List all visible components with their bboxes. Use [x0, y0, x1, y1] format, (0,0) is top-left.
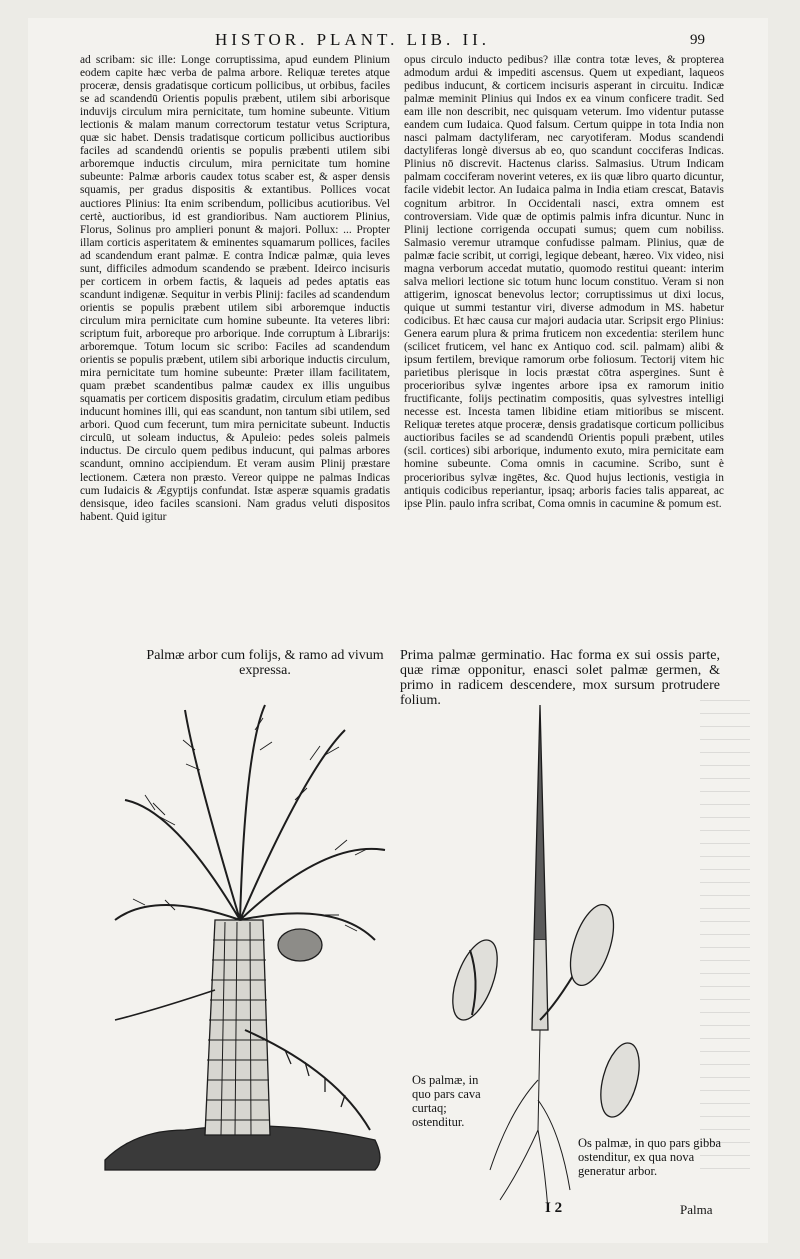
- right-text-column: [404, 54, 724, 642]
- show-through-text-shadow: [700, 700, 750, 1180]
- running-title: HISTOR. PLANT. LIB. II.: [215, 30, 491, 49]
- seed-hollow-side-label: Os palmæ, in quo pars cava curtaq; ostenditur.: [412, 1073, 481, 1129]
- page-number: 99: [690, 32, 705, 48]
- left-column-text: ad scribam: sic ille: Longe corruptissima, apud eundem Plinium eodem capite hæc verba de palma arbore. Reliquæ teretes atque proceræ, densis gradatisque corticum pollicibus, ut orbibus, faciles se ad scandendū Orientis populis præbent, utilem sibi arborisque induvijs circulum mira pernicitate, tum homine subeunte. Vitium lectionis & malam manum correctorum testatur vetus Scriptura, quæ sic habet. Densis tradatisque corticum pollicibus auctioribus faciles ad scandendū orientis se populis præbenti utilem sibi arboremque inductis circulum, mira pernicitate tum homine subeunte: Palmæ arboris caudex totus scaber est, & asper densis squamis, per gradus dispositis & extantibus. Pollices vocat auctiores Plinius: Ita enim scribendum, pollicibus acutioribus. Vel certè, auctioribus, id est grandioribus. Nam auctiorem Plinius, Florus, Solinus pro amplieri ponunt & majori. Pollux: ... Propter illam corticis asperitatem & eminentes squamarum pollices, faciles ad scandendum erant palmæ. E contra Indicæ palmæ, quia leves sunt, difficiles admodum scandendo se præbent. Ideirco incisuris per corticem in orbem factis, & laqueis ad pedes aptatis eas scandunt indigenæ. Sequitur in verbis Plinij: faciles ad scandendum orientis se populis præbent utilem sibi arboremque inductis circulum mira pernicitate cum homine subeunte. Ita veteres libri: scriptum fuit, arboreque pro arborique. Inde corruptum à Librarijs: arboremque. Totum locum sic scribo: Faciles ad scandendum orientis se populis præbent, utilem sibi arborique inductis circulum, mira pernicitate tum homine subeunte: Præter illam facilitatem, quam præbet scandentibus palmæ caudex ex illis unguibus squamatis per corticem dispositis gradatim, circulum etiam pedibus inducunt homines illi, qui eas scandunt, non tantum sibi utilem, sed arbori. Quod cum fecerunt, tum mira pernicitate subeunt. Inductis circulū, ut soleam inductus, & Apuleio: pedes soleis palmeis inductus. De circulo quem pedibus inducunt, qui palmas arbores scandunt, omnino accipiendum. Et veram ausim Plinij præstare lectionem. Cætera non præsto. Vereor quippe ne palmas Indicas cum Iudaicis & Ægyptijs confundat. Istæ asperæ squamis gradatis densisque, ideo faciles scansioni. Nam gradus veluti dispositos habent. Quid igitur: [80, 54, 390, 523]
- signature-mark: I 2: [545, 1200, 563, 1216]
- palm-tree-woodcut-illustration: [95, 690, 395, 1180]
- catchword: Palma: [680, 1202, 713, 1217]
- palm-tree-caption: Palmæ arbor cum folijs, & ramo ad vivum expressa.: [146, 648, 384, 678]
- right-column-text: opus circulo inducto pedibus? illæ contra totæ leves, & propterea admodum ardui & impediti ascensus. Quem ut expediant, laqueos pedibus inducunt, & corticem incisuris asperant in circuitu. Indicæ palmæ meminit Plinius qui Indos ex ea vinum conficere tradit. Sed eam ille non describit, nec quisquam veterum. Imo videntur putasse eandem cum Iudaica. Quod falsum. Certum quippe in tota India non nasci palmam dactyliferam, nec caryotiferam. Modus scandendi dactyliferas longè diversus ab eo, quo scandunt cocciferas Indicas. Plinius nō discrevit. Hactenus clariss. Salmasius. Utrum Indicam palmam cocciferam noverint veteres, ex iis quæ libro quarto dicuntur, facile videbit lector. An Iudaica palma in India etiam crescat, Batavis cognitum arbitror. In Occidentali nasci, extra omnem est controversiam. Vide quæ de optimis palmis infra dicuntur. Nunc in Plinij lectione corrigenda occupati sumus; quem cum nobiliss. Salmasio veremur utramque confudisse palmam. Plinius, quæ de palmæ facie scribit, ut corrigi, legique debeant, hæreo. Vix video, nisi magna verborum accedat mutatio, quomodo restitui queant: interim salva meliori lectione sic totum hunc locum constituo. Veram si non attigerim, ignoscat benevolus lector; corruptissimus ut dixi locus, quique ut summi testantur viri, diverse admodum in MS. habetur codicibus. Et hæc causa cur majori audacia utar. Scripsit ergo Plinius: Genera earum plura & prima fruticem non excedentia: sterilem hunc (scilicet fruticem, vel hanc ex Antiquo cod. scil. palmam) alibi & ipsum fertilem, brevique ramorum orbe foliosum. Tectorij vitem hic parietibus plerisque in locis præstat cōtra aspergines. Sunt è procerioribus sylvæ ingentes arbore ipsa ex ramorum initio fructificante, folijs pectinatim compositis, quas sylvestres intelligi necesse est. Incesta tamen libidine etiam mitioribus se miscent. Reliquæ teretes atque proceræ, densis gradatisque corticum pollicibus auctioribus faciles se ad scandendū Orientis populi præbent, utiles (scil. cortices) sibi arborique, indumento exuto, mira pernicitate eam homine subeunte. Coma omnis in cacumine. Scribo, sunt è procerioribus sylvæ ingētes, &c. Quod hujus lectionis, vestigia in antiquis codicibus reperiantur, ipsaq; arboris facies talis appareat, ac ipse Plin. paulo infra scribat, Coma omnis in cacumine & pomum est.: [404, 54, 724, 510]
- seed-convex-side-label: Os palmæ, in quo pars gibba ostenditur, ex qua nova generatur arbor.: [578, 1136, 722, 1178]
- germination-caption: Prima palmæ germinatio. Hac forma ex sui ossis parte, quæ rimæ opponitur, enasci solet palmæ germen, & primo in radicem descendere, mox sursum protrudere folium.: [400, 648, 720, 708]
- left-text-column: [80, 54, 390, 642]
